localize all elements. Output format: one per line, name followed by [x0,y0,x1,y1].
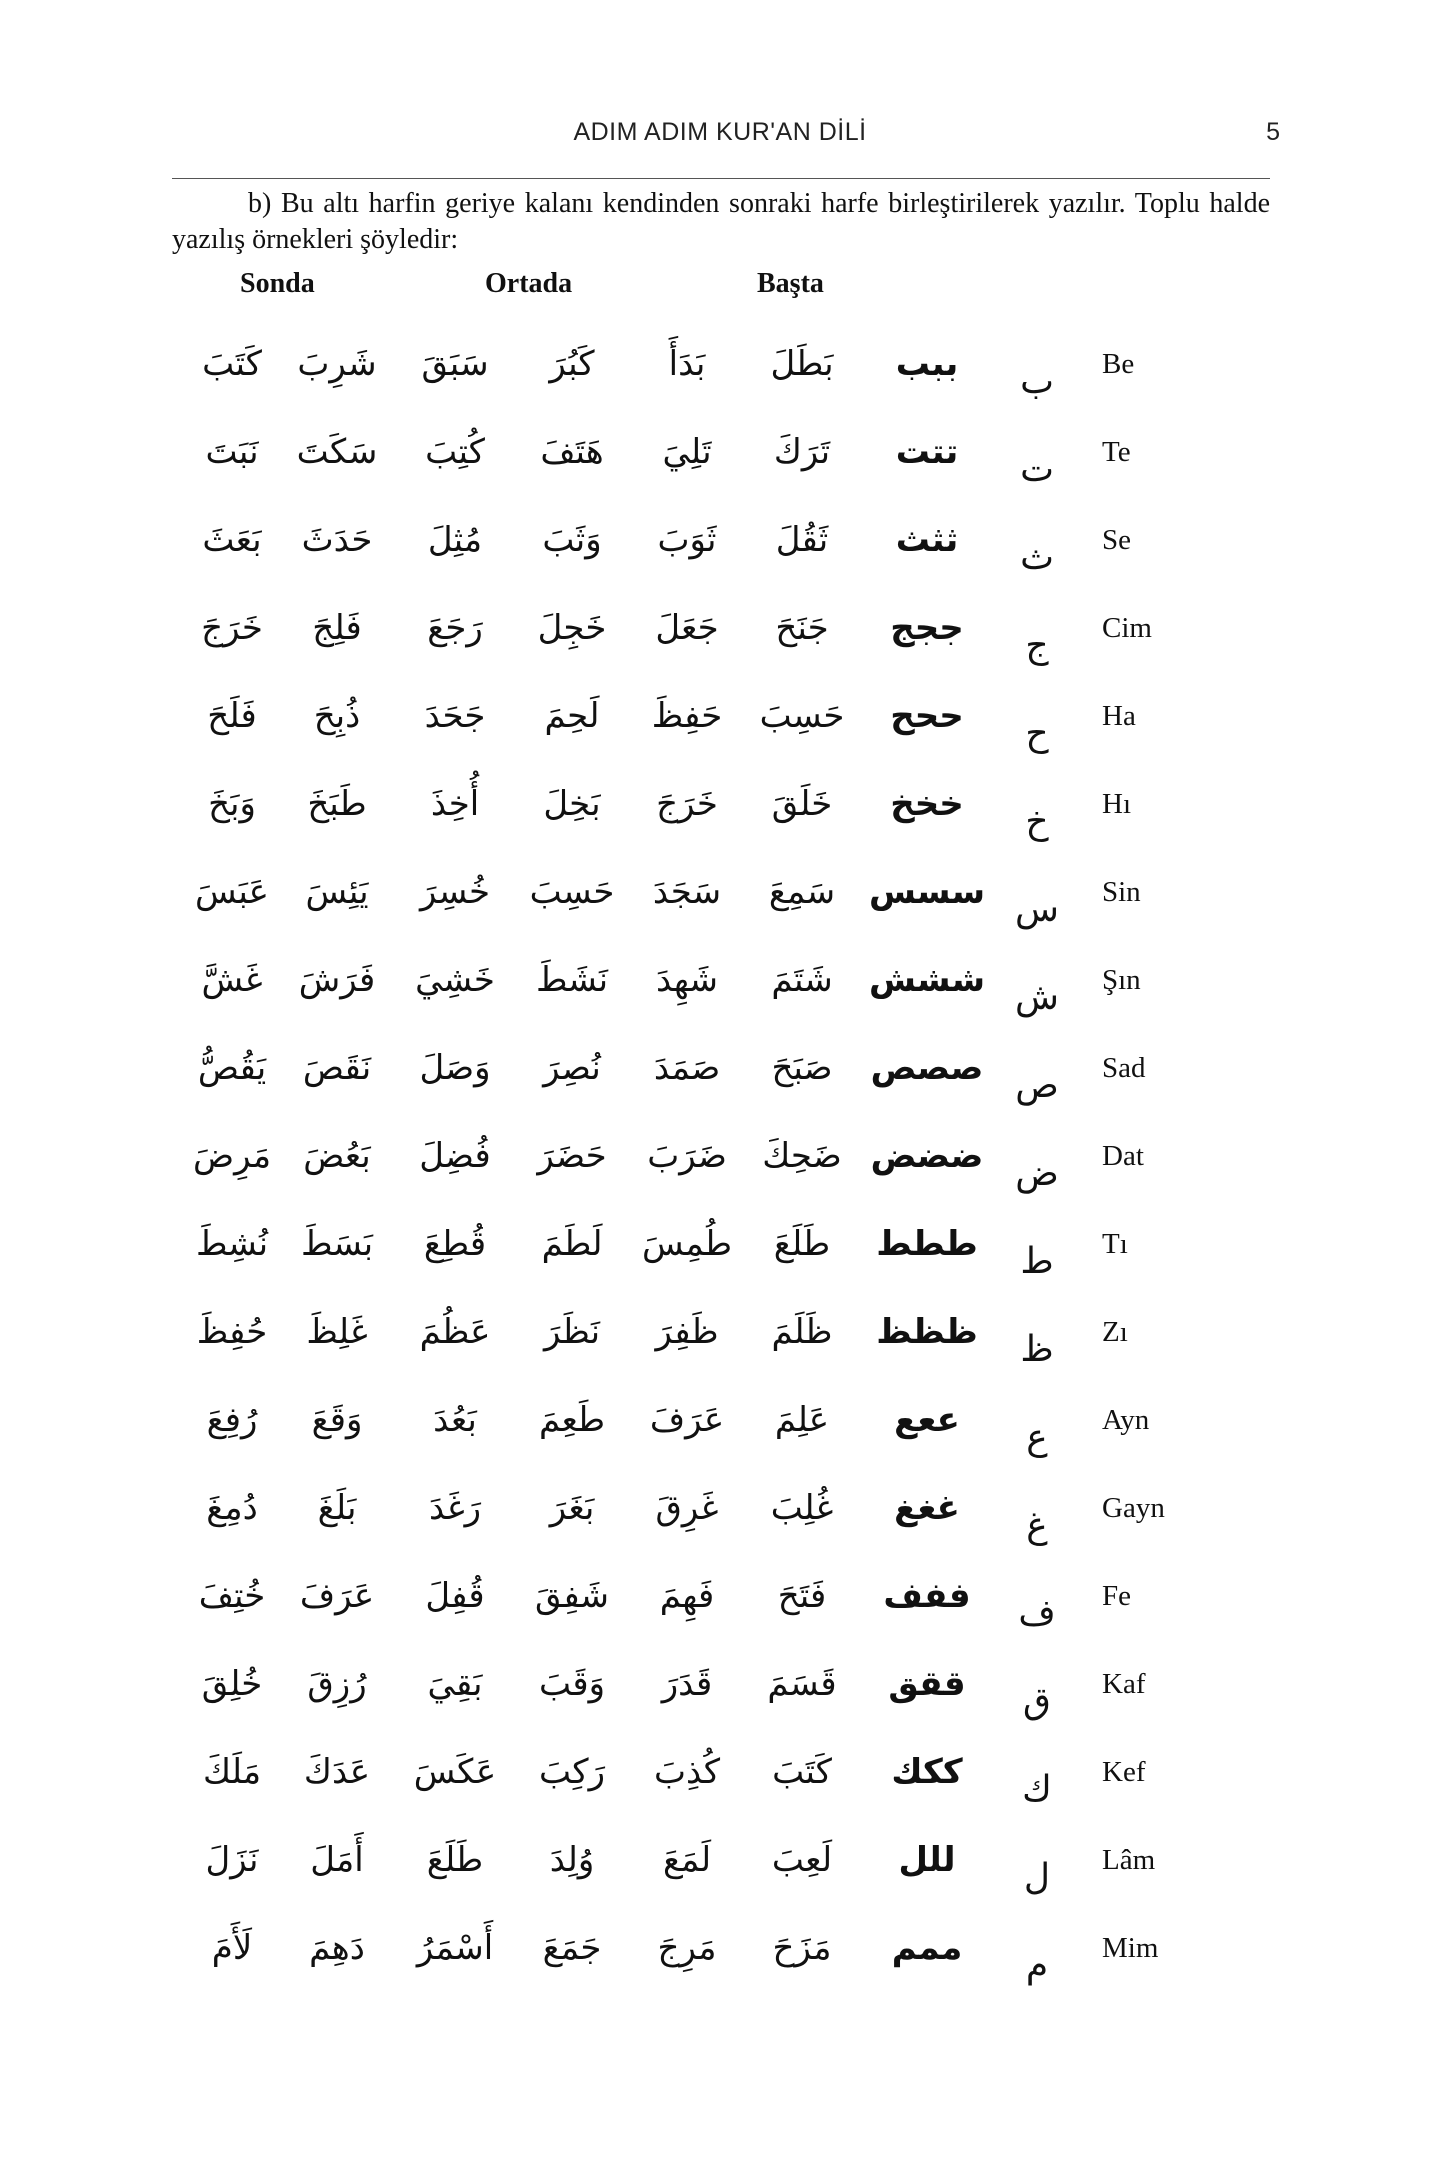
letter-row [172,1552,1272,1640]
intro-paragraph: b) Bu altı harfin geriye kalanı kendinden sonraki harfe birleştirilerek yazılır. Toplu halde yazılış örnekleri şöyledir: [172,188,1270,255]
isolated-letter: ض [1015,1153,1059,1194]
example-word: حُفِظَ [196,1312,268,1352]
example-word: خَلَقَ [771,784,833,824]
letter-name: Gayn [1102,1491,1165,1524]
connected-forms: ططط [876,1224,978,1264]
example-word: حَدَثَ [301,520,373,560]
example-word: عَلِمَ [774,1400,830,1440]
connected-forms: سسس [868,872,986,912]
example-word: رَجَعَ [427,608,483,648]
example-word: دُمِغَ [206,1488,258,1528]
example-word: شَهِدَ [656,960,719,1000]
example-word: كُتِبَ [425,432,485,472]
example-word: فَرَشَ [298,960,376,1000]
heading-middle: Ortada [485,268,573,299]
example-word: شَتَمَ [771,960,833,1000]
example-word: فَهِمَ [659,1576,715,1616]
letter-row [172,1200,1272,1288]
example-word: شَفِقَ [534,1576,610,1616]
connected-forms: ققق [888,1664,966,1704]
example-word: طَبَخَ [307,784,367,824]
example-word: وَقَبَ [538,1664,606,1704]
example-word: كَتَبَ [202,344,262,384]
example-word: بَعَثَ [202,520,262,560]
example-word: ظَفِرَ [655,1312,719,1352]
example-word: عَرَفَ [299,1576,375,1616]
example-word: دَهِمَ [309,1928,365,1968]
page-number: 5 [1266,118,1280,146]
letter-name: Ayn [1102,1403,1150,1436]
example-word: كَبُرَ [549,344,595,384]
example-word: بَغَرَ [549,1488,595,1528]
isolated-letter: س [1015,889,1059,930]
isolated-letter: ع [1026,1417,1048,1458]
example-word: عَكَسَ [413,1752,497,1792]
example-word: وَقَعَ [311,1400,363,1440]
example-word: غَلِظَ [306,1312,368,1352]
example-word: طُمِسَ [641,1224,733,1264]
running-title: ADIM ADIM KUR'AN DİLİ [573,118,867,146]
example-word: مَزَحَ [772,1928,832,1968]
example-word: لَأَمَ [211,1928,253,1968]
example-word: سَجَدَ [652,872,722,912]
example-word: خُسِرَ [419,872,491,912]
example-word: نُصِرَ [543,1048,601,1088]
example-word: حَضَرَ [537,1136,607,1176]
example-word: مَلَكَ [202,1752,262,1792]
isolated-letter: غ [1026,1505,1048,1546]
letter-name: Şın [1102,963,1141,996]
example-word: خُتِفَ [198,1576,266,1616]
letter-name: Se [1102,523,1131,556]
letter-name: Te [1102,435,1131,468]
example-word: جَعَلَ [655,608,719,648]
example-word: رُفِعَ [206,1400,258,1440]
example-word: نَقَصَ [302,1048,372,1088]
connected-forms: خخخ [890,784,964,824]
header-rule [172,178,1270,179]
letter-name: Kef [1102,1755,1146,1788]
example-word: يَئِسَ [305,872,369,912]
letter-row [172,1288,1272,1376]
example-word: جَمَعَ [542,1928,602,1968]
example-word: يَقُصُّ [197,1048,267,1088]
letter-row [172,936,1272,1024]
connected-forms: ككك [891,1752,963,1792]
letter-row [172,1640,1272,1728]
connected-forms: ثثث [895,520,959,560]
example-word: جَنَحَ [775,608,829,648]
letter-row [172,1816,1272,1904]
example-word: غُلِبَ [770,1488,834,1528]
example-word: خَجِلَ [537,608,607,648]
example-word: فَلَحَ [207,696,257,736]
letter-row [172,408,1272,496]
example-word: لَمَعَ [662,1840,712,1880]
letter-row [172,496,1272,584]
connected-forms: ععع [894,1400,960,1440]
example-word: بَسَطَ [300,1224,374,1264]
connected-forms: ظظظ [876,1312,978,1352]
example-word: ثَوَبَ [657,520,717,560]
letter-name: Mim [1102,1931,1159,1964]
example-word: مُثِلَ [427,520,483,560]
connected-forms: ببب [895,344,959,384]
letter-name: Dat [1102,1139,1144,1172]
letter-row [172,848,1272,936]
isolated-letter: ش [1015,977,1059,1018]
example-word: لَعِبَ [771,1840,833,1880]
example-word: رُزِقَ [307,1664,367,1704]
isolated-letter: ج [1025,625,1049,666]
example-word: سَمِعَ [768,872,836,912]
example-word: سَبَقَ [421,344,489,384]
letter-row [172,1464,1272,1552]
example-word: خُلِقَ [201,1664,263,1704]
example-word: سَكَتَ [296,432,378,472]
isolated-letter: ف [1018,1593,1056,1634]
example-word: مَرِضَ [192,1136,272,1176]
example-word: رَكِبَ [539,1752,605,1792]
example-word: نَزَلَ [205,1840,259,1880]
letter-name: Ha [1102,699,1136,732]
example-word: ظَلَمَ [771,1312,833,1352]
example-word: طَلَعَ [773,1224,831,1264]
example-word: غَرِقَ [655,1488,719,1528]
example-word: أَسْمَرُ [416,1928,494,1968]
example-word: أُخِذَ [430,784,480,824]
example-word: وَبَخَ [208,784,256,824]
connected-forms: غغغ [894,1488,960,1528]
connected-forms: ففف [883,1576,971,1616]
letter-name: Kaf [1102,1667,1146,1700]
isolated-letter: ك [1022,1769,1052,1810]
example-word: خَرَجَ [656,784,718,824]
connected-forms: تتت [895,432,959,472]
letter-name: Cim [1102,611,1152,644]
letter-name: Zı [1102,1315,1128,1348]
example-word: قَسَمَ [767,1664,837,1704]
letter-name: Be [1102,347,1135,380]
letter-row [172,320,1272,408]
example-word: لَحِمَ [544,696,600,736]
letter-row [172,584,1272,672]
letter-forms-table [172,320,1272,1992]
letter-row [172,672,1272,760]
example-word: تَرَكَ [773,432,831,472]
letter-name: Hı [1102,787,1131,820]
example-word: خَرَجَ [201,608,263,648]
example-word: صَبَحَ [771,1048,833,1088]
isolated-letter: ث [1020,537,1054,578]
example-word: فَتَحَ [777,1576,827,1616]
example-word: مَرِجَ [657,1928,717,1968]
example-word: رَغَدَ [428,1488,482,1528]
example-word: قُفِلَ [425,1576,485,1616]
letter-name: Sin [1102,875,1141,908]
isolated-letter: ط [1020,1241,1054,1282]
example-word: نَشَطَ [535,960,609,1000]
connected-forms: ححح [890,696,964,736]
example-word: ضَرَبَ [647,1136,727,1176]
example-word: طَعِمَ [538,1400,606,1440]
example-word: نَبَتَ [205,432,259,472]
heading-end: Sonda [240,268,315,299]
letter-name: Sad [1102,1051,1146,1084]
connected-forms: ججج [890,608,964,648]
example-word: نُشِطَ [195,1224,269,1264]
connected-forms: ششش [868,960,986,1000]
example-word: بَلَغَ [317,1488,357,1528]
example-word: عَظُمَ [419,1312,491,1352]
example-word: كَتَبَ [772,1752,832,1792]
isolated-letter: ل [1023,1857,1051,1898]
example-word: عَبَسَ [195,872,269,912]
isolated-letter: م [1025,1945,1049,1986]
example-word: طَلَعَ [426,1840,484,1880]
letter-row [172,1112,1272,1200]
example-word: بَعُضَ [303,1136,371,1176]
example-word: بَطَلَ [770,344,834,384]
example-word: وَصَلَ [419,1048,491,1088]
example-word: بَدَأَ [668,344,706,384]
example-word: شَرِبَ [297,344,377,384]
heading-start: Başta [757,268,824,299]
isolated-letter: ق [1023,1681,1051,1722]
example-word: خَشِيَ [415,960,495,1000]
example-word: غَشَّ [201,960,263,1000]
example-word: ثَقُلَ [775,520,829,560]
example-word: حَسِبَ [759,696,845,736]
example-word: عَرَفَ [649,1400,725,1440]
example-word: قُطِعَ [423,1224,487,1264]
isolated-letter: خ [1025,801,1049,842]
isolated-letter: ظ [1020,1329,1054,1370]
isolated-letter: ت [1020,449,1054,490]
example-word: بَخِلَ [543,784,601,824]
example-word: بَعُدَ [433,1400,477,1440]
example-word: حَسِبَ [529,872,615,912]
example-word: قَدَرَ [661,1664,713,1704]
example-word: تَلِيَ [662,432,712,472]
connected-forms: ضضض [870,1136,984,1176]
connected-forms: للل [898,1840,956,1880]
connected-forms: صصص [870,1048,984,1088]
isolated-letter: ص [1015,1065,1059,1106]
letter-row [172,1024,1272,1112]
connected-forms: ممم [891,1928,963,1968]
example-word: بَقِيَ [427,1664,483,1704]
isolated-letter: ب [1020,361,1054,402]
letter-name: Lâm [1102,1843,1156,1876]
example-word: ذُبِحَ [313,696,361,736]
letter-row [172,760,1272,848]
letter-name: Tı [1102,1227,1128,1260]
example-word: فَلِجَ [312,608,362,648]
example-word: وَثَبَ [542,520,602,560]
letter-row [172,1376,1272,1464]
example-word: أَمَلَ [310,1840,364,1880]
example-word: عَدَكَ [303,1752,371,1792]
letter-row [172,1728,1272,1816]
letter-row [172,1904,1272,1992]
example-word: نَظَرَ [543,1312,601,1352]
example-word: فُضِلَ [419,1136,491,1176]
example-word: جَحَدَ [424,696,486,736]
example-word: هَتَفَ [540,432,604,472]
example-word: ضَحِكَ [762,1136,842,1176]
isolated-letter: ح [1025,713,1049,754]
example-word: صَمَدَ [653,1048,721,1088]
example-word: حَفِظَ [651,696,723,736]
letter-name: Fe [1102,1579,1131,1612]
example-word: وُلِدَ [549,1840,595,1880]
example-word: كُذِبَ [653,1752,721,1792]
example-word: لَطَمَ [541,1224,603,1264]
